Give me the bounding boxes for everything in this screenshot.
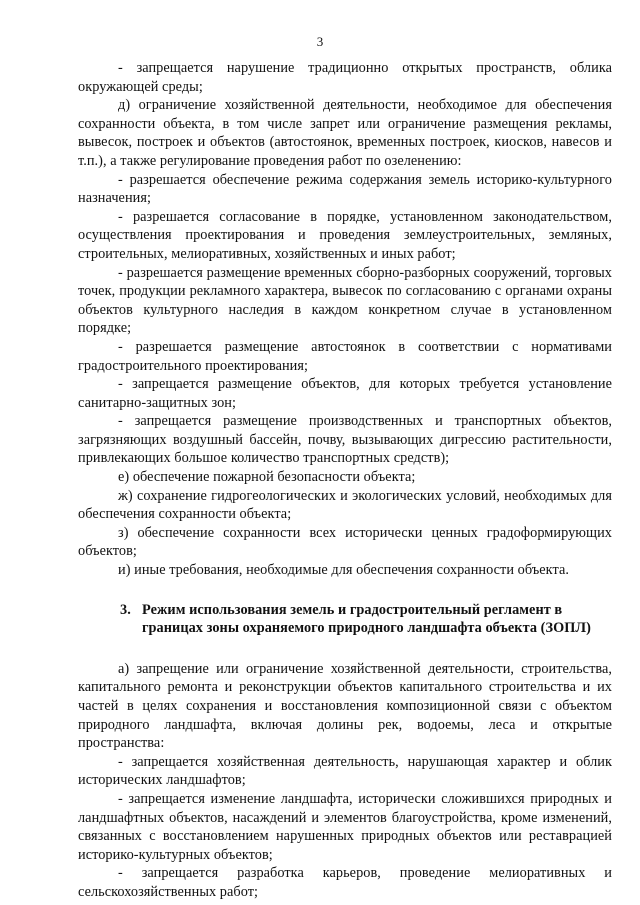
- paragraph: - разрешается согласование в порядке, установленном законодательством, осуществления проектирования и проведения землеустроительных, земляных, строительных, мелиоративных, хозяйственных и иных работ;: [78, 208, 612, 262]
- paragraph: д) ограничение хозяйственной деятельности, необходимое для обеспечения сохранности объекта, в том числе запрет или ограничение размещения рекламы, вывесок, построек и объектов (автостоянок, временных построек, киосков, навесов и т.п.), а также регулирование проведения работ по озеленению:: [78, 97, 612, 169]
- section-title-line2: границах зоны охраняемого природного ландшафта объекта (ЗОПЛ): [142, 620, 591, 637]
- paragraph: з) обеспечение сохранности всех исторически ценных градоформирующих объектов;: [78, 524, 612, 560]
- paragraph: - разрешается размещение временных сборно-разборных сооружений, торговых точек, продукции рекламного характера, вывесок по согласованию с органами охраны объектов культурного наследия в каждом конкретном случае в установленном порядке;: [78, 264, 612, 337]
- section-number: 3.: [120, 601, 131, 618]
- paragraph: - запрещается нарушение традиционно открытых пространств, облика окружающей среды;: [78, 60, 612, 95]
- paragraph: - разрешается размещение автостоянок в соответствии с нормативами градостроительного проектирования;: [78, 338, 612, 374]
- paragraph: ж) сохранение гидрогеологических и экологических условий, необходимых для обеспечения сохранности объекта;: [78, 487, 612, 523]
- section-title-line1: Режим использования земель и градостроительный регламент в: [142, 601, 563, 618]
- paragraph: - запрещается размещение объектов, для которых требуется установление санитарно-защитных зон;: [78, 376, 612, 411]
- paragraph: и) иные требования, необходимые для обеспечения сохранности объекта.: [118, 562, 569, 579]
- section-heading: [78, 601, 612, 638]
- paragraph: - разрешается обеспечение режима содержания земель историко-культурного назначения;: [78, 171, 612, 207]
- page-number: 3: [316, 34, 324, 49]
- paragraph: е) обеспечение пожарной безопасности объекта;: [118, 469, 416, 486]
- paragraph: - запрещается изменение ландшафта, исторически сложившихся природных и ландшафтных объектов, насаждений и элементов благоустройства, кроме изменений, связанных с восстановлением нарушенных природных объектов или реставрацией историко-культурных объектов;: [78, 790, 612, 863]
- paragraph: - запрещается разработка карьеров, проведение мелиоративных и сельскохозяйственных работ;: [78, 865, 612, 900]
- document-body: [78, 59, 612, 902]
- paragraph: - запрещается размещение производственных и транспортных объектов, загрязняющих воздушный бассейн, почву, вызывающих дигрессию растительности, привлекающих большое количество транспортных средств);: [78, 413, 612, 467]
- paragraph: - запрещается хозяйственная деятельность, нарушающая характер и облик исторических ландшафтов;: [78, 753, 612, 789]
- paragraph: а) запрещение или ограничение хозяйственной деятельности, строительства, капитального ремонта и реконструкции объектов капитального строительства и их частей в целях сохранения и восстановления композиционной связи с объектом природного ландшафта, включая долины рек, водоемы, леса и открытые пространства:: [78, 660, 612, 752]
